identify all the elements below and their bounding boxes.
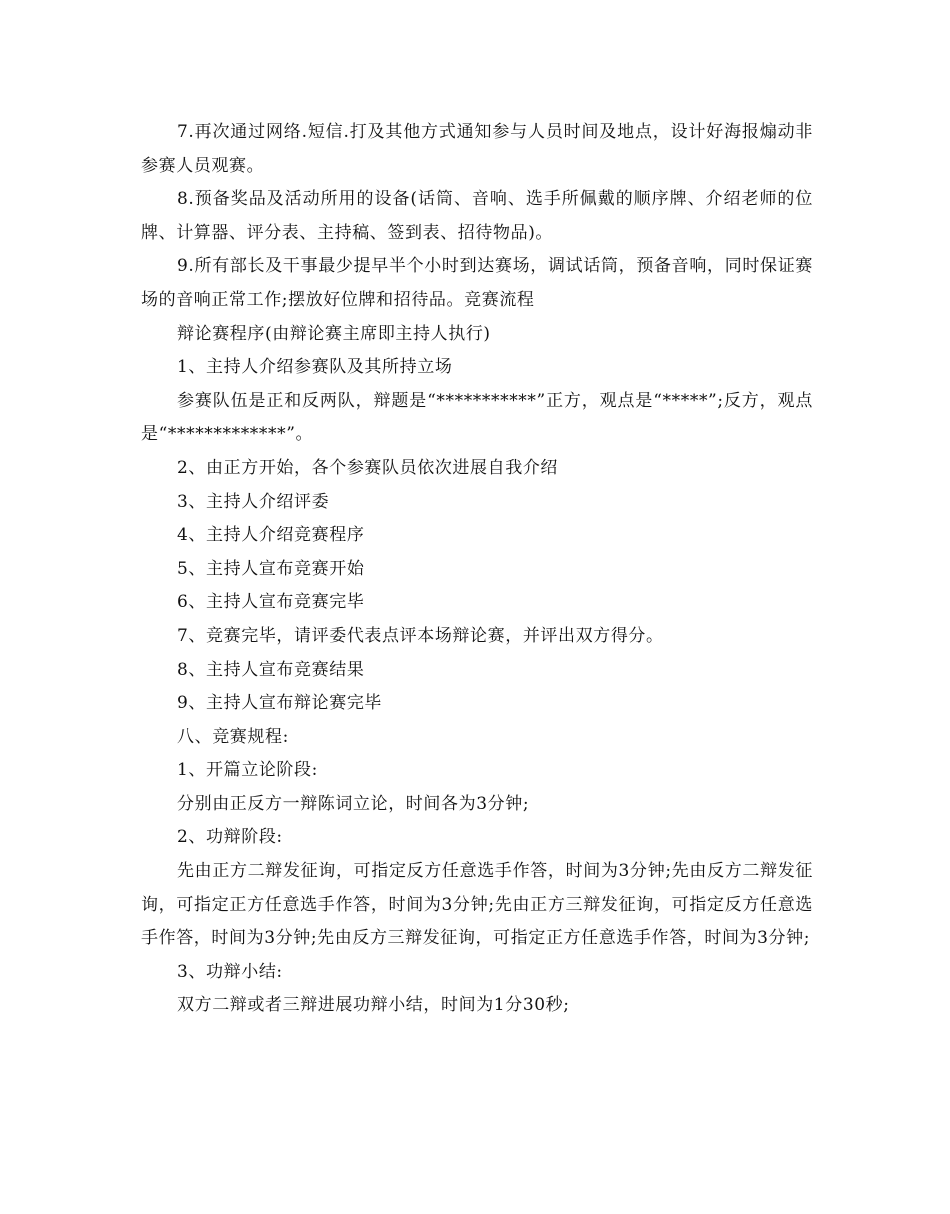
subheading-cross-examination: 2、功辩阶段: — [177, 827, 283, 848]
list-item-procedure-9: 9、主持人宣布辩论赛完毕 — [177, 693, 383, 714]
document-body — [141, 116, 813, 1023]
list-item-procedure-8: 8、主持人宣布竞赛结果 — [177, 659, 365, 680]
list-item-procedure-1: 1、主持人介绍参赛队及其所持立场 — [177, 357, 453, 378]
list-item-procedure-5: 5、主持人宣布竞赛开始 — [177, 558, 365, 579]
paragraph-staff-arrival: 9.所有部长及干事最少提早半个小时到达赛场，调试话筒，预备音响，同时保证赛场的音响正常工作;摆放好位牌和招待品。竞赛流程 — [141, 256, 813, 310]
list-item-procedure-3: 3、主持人介绍评委 — [177, 491, 330, 512]
paragraph-cross-examination-summary: 双方二辩或者三辩进展功辩小结，时间为1分30秒; — [177, 995, 570, 1016]
paragraph-prepare-equipment: 8.预备奖品及活动所用的设备(话筒、音响、选手所佩戴的顺序牌、介绍老师的位牌、计算器、评分表、主持稿、签到表、招待物品)。 — [141, 189, 813, 243]
subheading-opening-statement: 1、开篇立论阶段: — [177, 760, 318, 781]
list-item-procedure-2: 2、由正方开始，各个参赛队员依次进展自我介绍 — [177, 457, 559, 478]
subheading-cross-examination-summary: 3、功辩小结: — [177, 961, 283, 982]
paragraph-cross-examination: 先由正方二辩发征询，可指定反方任意选手作答，时间为3分钟;先由反方二辩发征询，可指定正方任意选手作答，时间为3分钟;先由正方三辩发征询，可指定反方任意选手作答，时间为3分钟;先由反方三辩发征询，可指定正方任意选手作答，时间为3分钟; — [141, 861, 813, 949]
paragraph-opening-statement: 分别由正反方一辩陈词立论，时间各为3分钟; — [177, 793, 530, 814]
paragraph-debate-procedure-heading: 辩论赛程序(由辩论赛主席即主持人执行) — [177, 323, 491, 344]
list-item-procedure-7: 7、竞赛完毕，请评委代表点评本场辩论赛，并评出双方得分。 — [177, 625, 664, 646]
paragraph-notify-participants: 7.再次通过网络.短信.打及其他方式通知参与人员时间及地点，设计好海报煽动非参赛人员观赛。 — [141, 122, 813, 176]
paragraph-teams-and-topic: 参赛队伍是正和反两队，辩题是“***********”正方，观点是“*****”;反方，观点是“*************”。 — [141, 390, 813, 445]
list-item-procedure-6: 6、主持人宣布竞赛完毕 — [177, 592, 365, 613]
list-item-procedure-4: 4、主持人介绍竞赛程序 — [177, 525, 365, 546]
section-heading-rules: 八、竞赛规程: — [177, 726, 289, 747]
